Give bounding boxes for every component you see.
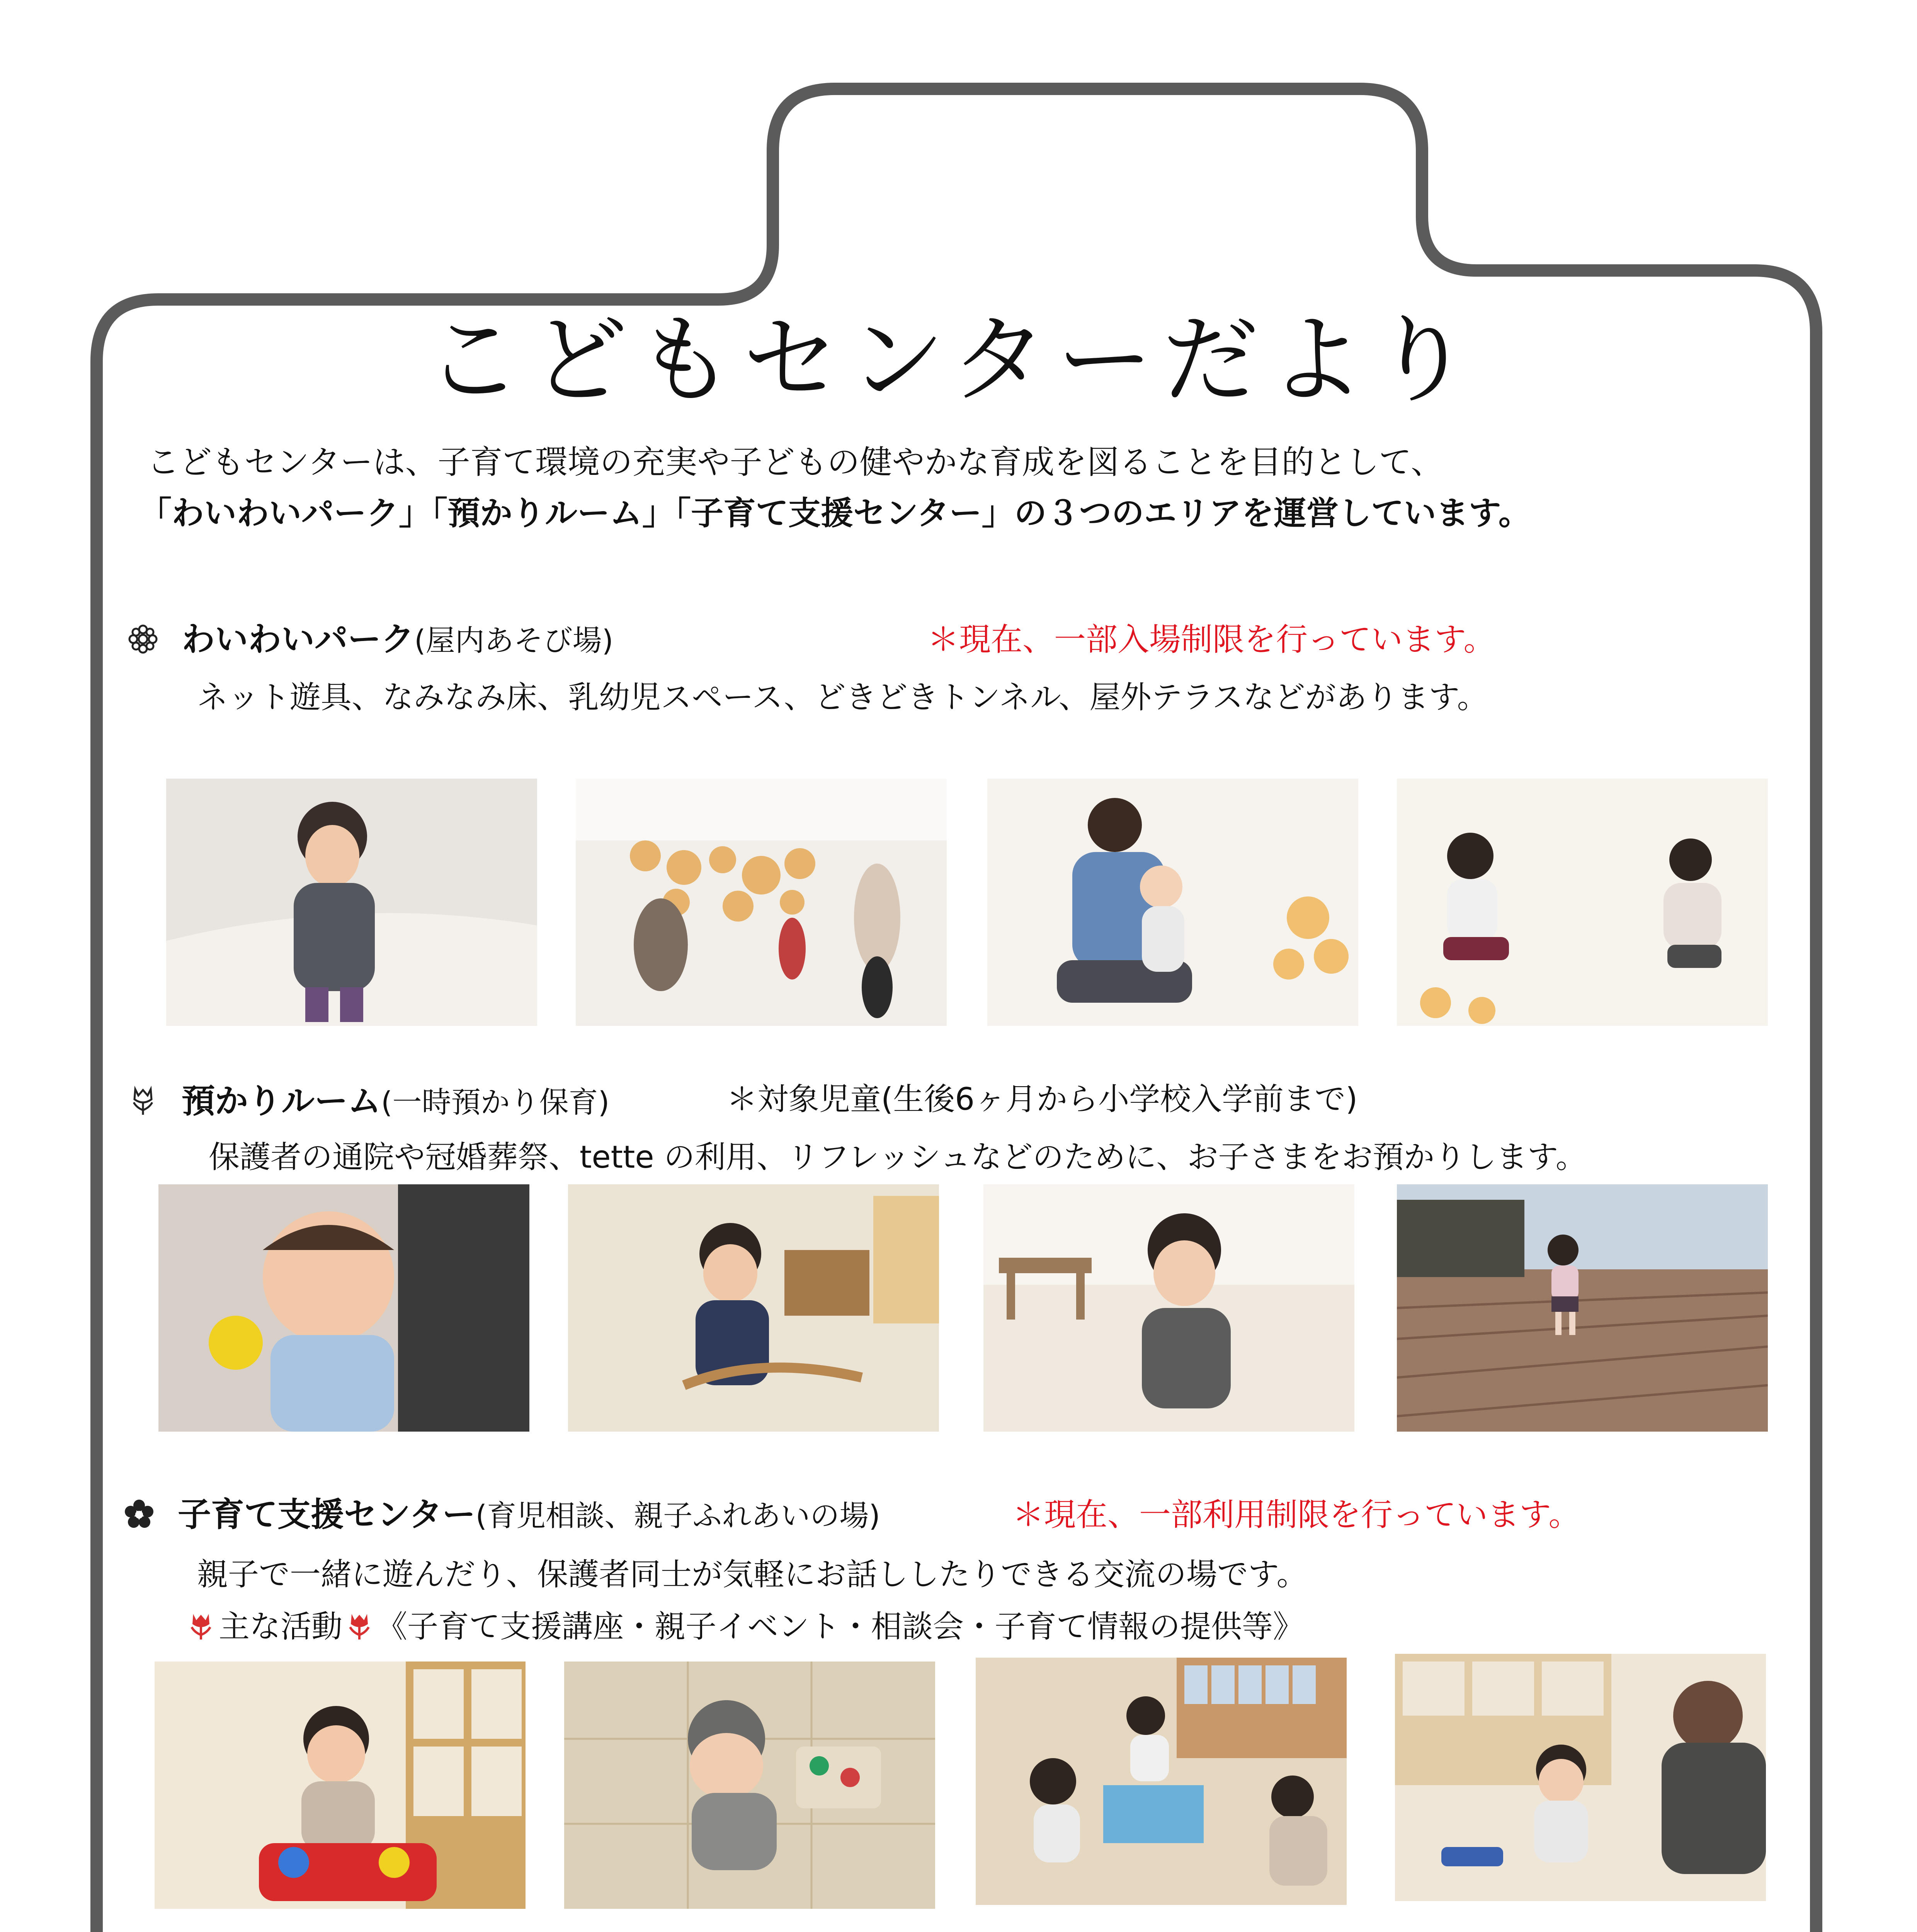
intro-line-1: こどもセンターは、子育て環境の充実や子どもの健やかな育成を図ることを目的として、: [147, 443, 1443, 481]
tulip-red-icon: [185, 1610, 216, 1641]
intro-text: [139, 437, 1531, 539]
activities-list: 《子育て支援講座・親子イベント・相談会・子育て情報の提供等》: [376, 1609, 1304, 1645]
photo-child-toy-train: [568, 1184, 939, 1432]
intro-line-2: 「わいわいパーク」「預かりルーム」「子育て支援センター」の３つのエリアを運営しています。: [139, 494, 1531, 532]
photo-crawling-baby: [564, 1662, 935, 1909]
tulip-red-icon: [344, 1610, 375, 1641]
photo-play-table: [976, 1658, 1347, 1905]
activities-label: 主な活動: [219, 1609, 342, 1645]
section-sub: (屋内あそび場): [414, 623, 614, 658]
section-azukari-room-heading: [128, 1074, 609, 1122]
waiwai-park-notice: ＊現在、一部入場制限を行っています。: [927, 621, 1495, 658]
photo-terrace-walking: [1397, 1184, 1768, 1432]
photo-child-slide: [166, 779, 537, 1026]
section-sub: (一時預かり保育): [381, 1085, 610, 1119]
section-support-center-heading: [124, 1488, 880, 1536]
section-sub: (育児相談、親子ふれあいの場): [475, 1498, 880, 1533]
azukari-room-target: ＊対象児童(生後6ヶ月から小学校入学前まで): [726, 1081, 1358, 1117]
section-name: 預かりルーム: [182, 1082, 381, 1121]
photo-two-toddlers: [1397, 779, 1768, 1026]
tulip-icon: [128, 1085, 158, 1116]
main-activities: [185, 1602, 1304, 1646]
section-name: わいわいパーク: [182, 620, 414, 659]
photo-polka-dot-wall: [576, 779, 947, 1026]
photo-laughing-baby: [158, 1184, 529, 1432]
photo-peace-sign-girl: [983, 1184, 1354, 1432]
photo-parent-with-baby: [987, 779, 1358, 1026]
page-title: こどもセンターだより: [425, 304, 1480, 416]
section-waiwai-park-heading: [128, 612, 613, 660]
support-center-description: 親子で一緒に遊んだり、保護者同士が気軽にお話ししたりできる交流の場です。: [197, 1556, 1308, 1592]
support-center-notice: ＊現在、一部利用制限を行っています。: [1012, 1497, 1580, 1533]
flower-outline-icon: [128, 624, 158, 655]
section-name: 子育て支援センター: [178, 1495, 476, 1534]
photo-caregiver-child: [1395, 1654, 1766, 1901]
flower-filled-icon: [124, 1499, 155, 1530]
waiwai-park-description: ネット遊具、なみなみ床、乳幼児スペース、どきどきトンネル、屋外テラスなどがあります。: [197, 679, 1488, 715]
azukari-room-description: 保護者の通院や冠婚葬祭、tette の利用、リフレッシュなどのために、お子さまをお預かりします。: [209, 1139, 1587, 1175]
photo-boy-with-toy: [155, 1662, 526, 1909]
